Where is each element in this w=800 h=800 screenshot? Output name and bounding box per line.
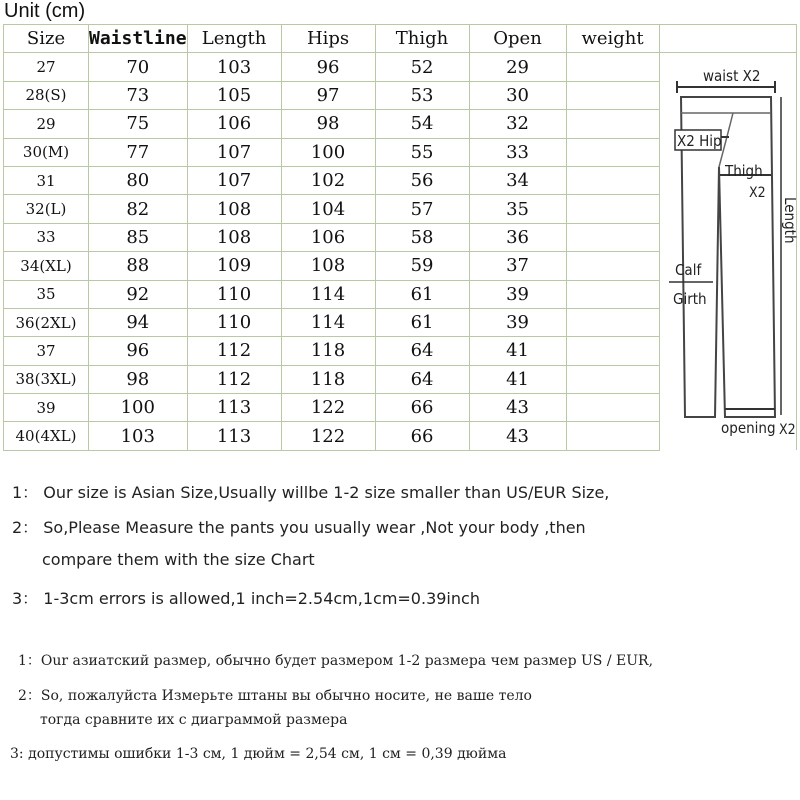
note-en-1: 1： Our size is Asian Size,Usually willbe 1-2 size smaller than US/EUR Size, (12, 483, 610, 502)
cell-length: 108 (187, 195, 281, 223)
cell-thigh: 57 (375, 195, 469, 223)
cell-length: 108 (187, 223, 281, 251)
cell-waistline: 80 (89, 166, 188, 194)
cell-open: 33 (469, 138, 566, 166)
cell-open: 37 (469, 252, 566, 280)
cell-waistline: 100 (89, 394, 188, 422)
cell-length: 110 (187, 308, 281, 336)
cell-thigh: 54 (375, 110, 469, 138)
diagram-hip-label: X2 Hip (677, 132, 722, 150)
cell-length: 105 (187, 81, 281, 109)
cell-thigh: 61 (375, 280, 469, 308)
cell-weight (566, 394, 659, 422)
cell-weight (566, 110, 659, 138)
cell-waistline: 88 (89, 252, 188, 280)
cell-weight (566, 138, 659, 166)
cell-size: 29 (4, 110, 89, 138)
cell-hips: 122 (281, 422, 375, 450)
header-waistline: Waistline (89, 25, 188, 53)
cell-size: 35 (4, 280, 89, 308)
note-ru-3: 3: допустимы ошибки 1-3 см, 1 дюйм = 2,54 см, 1 см = 0,39 дюйма (10, 746, 507, 762)
cell-hips: 104 (281, 195, 375, 223)
cell-weight (566, 223, 659, 251)
cell-open: 43 (469, 422, 566, 450)
cell-hips: 118 (281, 365, 375, 393)
cell-size: 37 (4, 337, 89, 365)
cell-size: 38(3XL) (4, 365, 89, 393)
diagram-opening-label: opening (721, 419, 776, 437)
cell-open: 41 (469, 337, 566, 365)
cell-weight (566, 422, 659, 450)
cell-length: 106 (187, 110, 281, 138)
table-header-row (4, 25, 797, 53)
cell-length: 110 (187, 280, 281, 308)
cell-waistline: 98 (89, 365, 188, 393)
note-en-3: 3： 1-3cm errors is allowed,1 inch=2.54cm,1cm=0.39inch (12, 589, 480, 608)
cell-open: 39 (469, 308, 566, 336)
header-hips: Hips (281, 25, 375, 53)
cell-length: 112 (187, 337, 281, 365)
cell-size: 40(4XL) (4, 422, 89, 450)
cell-open: 43 (469, 394, 566, 422)
cell-size: 34(XL) (4, 252, 89, 280)
cell-thigh: 64 (375, 337, 469, 365)
cell-open: 30 (469, 81, 566, 109)
cell-open: 34 (469, 166, 566, 194)
cell-thigh: 56 (375, 166, 469, 194)
cell-size: 30(M) (4, 138, 89, 166)
cell-hips: 100 (281, 138, 375, 166)
cell-weight (566, 81, 659, 109)
cell-size: 33 (4, 223, 89, 251)
header-thigh: Thigh (375, 25, 469, 53)
note-en-2: 2： So,Please Measure the pants you usually wear ,Not your body ,then (12, 518, 586, 537)
cell-open: 32 (469, 110, 566, 138)
cell-length: 112 (187, 365, 281, 393)
cell-waistline: 82 (89, 195, 188, 223)
cell-thigh: 52 (375, 53, 469, 81)
cell-size: 36(2XL) (4, 308, 89, 336)
cell-thigh: 66 (375, 422, 469, 450)
cell-hips: 108 (281, 252, 375, 280)
cell-thigh: 64 (375, 365, 469, 393)
cell-thigh: 59 (375, 252, 469, 280)
cell-length: 113 (187, 422, 281, 450)
cell-length: 113 (187, 394, 281, 422)
cell-hips: 118 (281, 337, 375, 365)
cell-weight (566, 166, 659, 194)
cell-hips: 96 (281, 53, 375, 81)
cell-waistline: 77 (89, 138, 188, 166)
diagram-waist-label: waist X2 (703, 67, 761, 85)
cell-weight (566, 252, 659, 280)
header-weight: weight (566, 25, 659, 53)
cell-size: 28(S) (4, 81, 89, 109)
cell-waistline: 75 (89, 110, 188, 138)
cell-waistline: 92 (89, 280, 188, 308)
note-ru-2: 2：So, пожалуйста Измерьте штаны вы обычно носите, не ваше тело (18, 688, 532, 704)
cell-length: 107 (187, 138, 281, 166)
note-en-2-cont: compare them with the size Chart (42, 550, 315, 569)
cell-size: 32(L) (4, 195, 89, 223)
diagram-opening-x2-label: X2 (779, 422, 796, 438)
pants-diagram (663, 57, 800, 442)
cell-size: 39 (4, 394, 89, 422)
diagram-girth-label: Girth (673, 290, 707, 308)
note-ru-2-cont: тогда сравните их с диаграммой размера (40, 712, 348, 728)
cell-waistline: 73 (89, 81, 188, 109)
cell-waistline: 96 (89, 337, 188, 365)
cell-size: 31 (4, 166, 89, 194)
cell-hips: 97 (281, 81, 375, 109)
cell-weight (566, 365, 659, 393)
cell-waistline: 103 (89, 422, 188, 450)
cell-thigh: 61 (375, 308, 469, 336)
header-blank (659, 25, 796, 53)
cell-weight (566, 280, 659, 308)
cell-waistline: 85 (89, 223, 188, 251)
diagram-calf-label: Calf (675, 261, 702, 279)
cell-weight (566, 53, 659, 81)
cell-length: 107 (187, 166, 281, 194)
cell-hips: 98 (281, 110, 375, 138)
diagram-length-label: Length (781, 197, 799, 244)
cell-length: 109 (187, 252, 281, 280)
cell-thigh: 55 (375, 138, 469, 166)
cell-waistline: 70 (89, 53, 188, 81)
cell-open: 29 (469, 53, 566, 81)
header-length: Length (187, 25, 281, 53)
cell-hips: 122 (281, 394, 375, 422)
header-size: Size (4, 25, 89, 53)
cell-hips: 106 (281, 223, 375, 251)
cell-thigh: 66 (375, 394, 469, 422)
cell-hips: 114 (281, 280, 375, 308)
cell-hips: 114 (281, 308, 375, 336)
cell-length: 103 (187, 53, 281, 81)
unit-label: Unit (cm) (4, 0, 86, 22)
cell-weight (566, 337, 659, 365)
diagram-thigh-label: Thigh (725, 162, 763, 180)
note-ru-1: 1：Our азиатский размер, обычно будет размером 1-2 размера чем размер US / EUR, (18, 653, 654, 669)
cell-weight (566, 195, 659, 223)
cell-weight (566, 308, 659, 336)
cell-size: 27 (4, 53, 89, 81)
cell-open: 41 (469, 365, 566, 393)
cell-waistline: 94 (89, 308, 188, 336)
cell-thigh: 53 (375, 81, 469, 109)
header-open: Open (469, 25, 566, 53)
cell-open: 36 (469, 223, 566, 251)
cell-hips: 102 (281, 166, 375, 194)
diagram-thigh-x2-label: X2 (749, 185, 766, 201)
cell-open: 39 (469, 280, 566, 308)
cell-thigh: 58 (375, 223, 469, 251)
cell-open: 35 (469, 195, 566, 223)
